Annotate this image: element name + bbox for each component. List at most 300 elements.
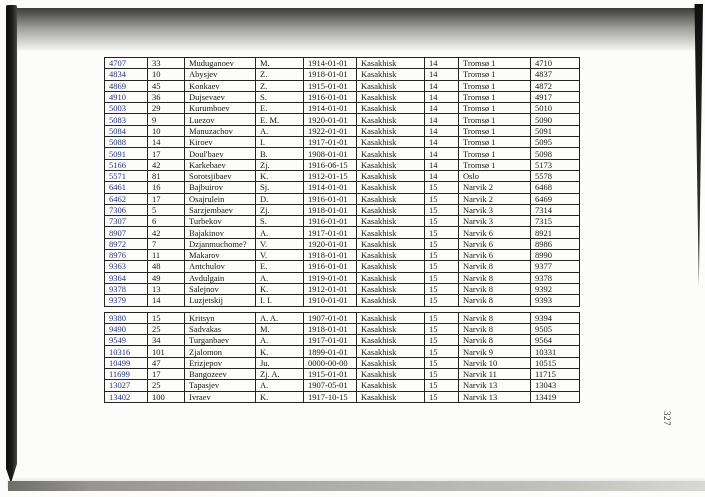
table-row: [105, 137, 580, 148]
cell-district: 15: [425, 182, 459, 193]
cell-surname: Abysjev: [185, 69, 256, 80]
cell-camp: Narvik 8: [459, 312, 531, 323]
cell-ref-id: 4710: [531, 58, 580, 69]
cell-initials: Z.: [256, 80, 304, 91]
cell-camp-number: 48: [148, 261, 185, 272]
cell-prisoner-id[interactable]: 9378: [105, 283, 148, 294]
cell-surname: Turbekov: [185, 216, 256, 227]
cell-initials: A.: [256, 335, 304, 346]
table-block-upper: [104, 57, 580, 307]
cell-birth-date: 1918-01-01: [304, 323, 357, 334]
cell-ref-id: 5098: [531, 148, 580, 159]
cell-district: 15: [425, 380, 459, 391]
cell-place: Kasakhisk: [357, 216, 425, 227]
cell-surname: Karkebaev: [185, 159, 256, 170]
cell-surname: Sorotsjibaev: [185, 170, 256, 181]
cell-initials: M.: [256, 58, 304, 69]
page-bottom-shadow: [8, 481, 705, 491]
cell-birth-date: 1914-01-01: [304, 182, 357, 193]
cell-district: 15: [425, 204, 459, 215]
cell-prisoner-id[interactable]: 9549: [105, 335, 148, 346]
table-row: [105, 357, 580, 368]
cell-ref-id: 5010: [531, 103, 580, 114]
table-row: [105, 391, 580, 402]
table-row: [105, 335, 580, 346]
cell-prisoner-id[interactable]: 5088: [105, 137, 148, 148]
cell-camp: Narvik 8: [459, 272, 531, 283]
cell-place: Kasakhisk: [357, 323, 425, 334]
cell-place: Kasakhisk: [357, 103, 425, 114]
cell-birth-date: 1918-01-01: [304, 204, 357, 215]
cell-initials: A.: [256, 227, 304, 238]
cell-initials: I.: [256, 137, 304, 148]
table-row: [105, 193, 580, 204]
table-row: [105, 283, 580, 294]
cell-ref-id: 9564: [531, 335, 580, 346]
cell-place: Kasakhisk: [357, 346, 425, 357]
table-row: [105, 227, 580, 238]
cell-place: Kasakhisk: [357, 182, 425, 193]
cell-camp: Tromsø 1: [459, 91, 531, 102]
cell-ref-id: 5095: [531, 137, 580, 148]
table-row: [105, 323, 580, 334]
cell-prisoner-id[interactable]: 11699: [105, 369, 148, 380]
cell-initials: I. I.: [256, 295, 304, 306]
cell-surname: Doul'baev: [185, 148, 256, 159]
cell-camp-number: 47: [148, 357, 185, 368]
cell-surname: Avdulgain: [185, 272, 256, 283]
cell-camp: Tromsø 1: [459, 114, 531, 125]
cell-camp: Narvik 13: [459, 391, 531, 402]
cell-ref-id: 5091: [531, 125, 580, 136]
cell-ref-id: 5173: [531, 159, 580, 170]
page-number: 327: [662, 411, 672, 426]
cell-camp: Tromsø 1: [459, 159, 531, 170]
cell-ref-id: 9393: [531, 295, 580, 306]
cell-birth-date: 1919-01-01: [304, 272, 357, 283]
cell-ref-id: 8986: [531, 238, 580, 249]
cell-place: Kasakhisk: [357, 193, 425, 204]
cell-ref-id: 6469: [531, 193, 580, 204]
cell-prisoner-id[interactable]: 4707: [105, 58, 148, 69]
cell-district: 15: [425, 272, 459, 283]
cell-place: Kasakhisk: [357, 295, 425, 306]
cell-initials: S.: [256, 216, 304, 227]
cell-ref-id: 13419: [531, 391, 580, 402]
cell-camp: Tromsø 1: [459, 103, 531, 114]
cell-camp-number: 42: [148, 227, 185, 238]
cell-camp-number: 11: [148, 250, 185, 261]
cell-prisoner-id[interactable]: 4834: [105, 69, 148, 80]
cell-ref-id: 10331: [531, 346, 580, 357]
cell-camp-number: 101: [148, 346, 185, 357]
cell-district: 14: [425, 103, 459, 114]
cell-camp: Tromsø 1: [459, 69, 531, 80]
cell-birth-date: 1916-01-01: [304, 261, 357, 272]
cell-prisoner-id[interactable]: 6462: [105, 193, 148, 204]
cell-place: Kasakhisk: [357, 357, 425, 368]
cell-birth-date: 1914-01-01: [304, 58, 357, 69]
cell-place: Kasakhisk: [357, 227, 425, 238]
cell-place: Kasakhisk: [357, 114, 425, 125]
table-row: [105, 170, 580, 181]
table-row: [105, 312, 580, 323]
page-top-shadow: [15, 8, 702, 52]
cell-birth-date: 1917-10-15: [304, 391, 357, 402]
cell-district: 15: [425, 391, 459, 402]
cell-ref-id: 4917: [531, 91, 580, 102]
cell-district: 14: [425, 80, 459, 91]
cell-place: Kasakhisk: [357, 369, 425, 380]
cell-district: 15: [425, 312, 459, 323]
cell-birth-date: 1916-01-01: [304, 193, 357, 204]
cell-camp-number: 36: [148, 91, 185, 102]
cell-district: 15: [425, 250, 459, 261]
cell-surname: Kritsyn: [185, 312, 256, 323]
cell-camp-number: 9: [148, 114, 185, 125]
cell-birth-date: 1912-01-01: [304, 283, 357, 294]
cell-district: 14: [425, 148, 459, 159]
cell-surname: Tapasjev: [185, 380, 256, 391]
cell-birth-date: 1910-01-01: [304, 295, 357, 306]
cell-camp: Narvik 6: [459, 227, 531, 238]
cell-place: Kasakhisk: [357, 261, 425, 272]
table-row: [105, 295, 580, 306]
cell-surname: Sarzjembaev: [185, 204, 256, 215]
table-row: [105, 216, 580, 227]
cell-camp-number: 16: [148, 182, 185, 193]
prisoner-table: [104, 57, 579, 403]
cell-ref-id: 9377: [531, 261, 580, 272]
cell-birth-date: 1907-05-01: [304, 380, 357, 391]
cell-initials: V.: [256, 250, 304, 261]
cell-place: Kasakhisk: [357, 170, 425, 181]
table-row: [105, 204, 580, 215]
cell-camp-number: 13: [148, 283, 185, 294]
cell-place: Kasakhisk: [357, 69, 425, 80]
cell-prisoner-id[interactable]: 7307: [105, 216, 148, 227]
cell-camp: Tromsø 1: [459, 125, 531, 136]
cell-initials: Zj.: [256, 159, 304, 170]
cell-ref-id: 9392: [531, 283, 580, 294]
cell-place: Kasakhisk: [357, 159, 425, 170]
cell-prisoner-id[interactable]: 9364: [105, 272, 148, 283]
cell-district: 15: [425, 193, 459, 204]
cell-place: Kasakhisk: [357, 91, 425, 102]
cell-place: Kasakhisk: [357, 391, 425, 402]
table-row: [105, 91, 580, 102]
cell-surname: Bajakinov: [185, 227, 256, 238]
cell-camp-number: 33: [148, 58, 185, 69]
cell-place: Kasakhisk: [357, 125, 425, 136]
cell-camp: Narvik 2: [459, 182, 531, 193]
cell-initials: Zj. A.: [256, 369, 304, 380]
cell-birth-date: 1918-01-01: [304, 250, 357, 261]
cell-surname: Kiroev: [185, 137, 256, 148]
cell-place: Kasakhisk: [357, 250, 425, 261]
table-row: [105, 272, 580, 283]
cell-camp-number: 14: [148, 295, 185, 306]
cell-ref-id: 4837: [531, 69, 580, 80]
cell-camp-number: 17: [148, 148, 185, 159]
cell-camp-number: 10: [148, 69, 185, 80]
cell-initials: E. M.: [256, 114, 304, 125]
cell-place: Kasakhisk: [357, 80, 425, 91]
cell-place: Kasakhisk: [357, 148, 425, 159]
cell-camp: Narvik 2: [459, 193, 531, 204]
cell-place: Kasakhisk: [357, 58, 425, 69]
cell-camp: Tromsø 1: [459, 80, 531, 91]
cell-ref-id: 13043: [531, 380, 580, 391]
cell-ref-id: 9394: [531, 312, 580, 323]
cell-camp: Narvik 8: [459, 261, 531, 272]
cell-ref-id: 9505: [531, 323, 580, 334]
cell-surname: Bajbuirov: [185, 182, 256, 193]
cell-camp: Narvik 13: [459, 380, 531, 391]
cell-birth-date: 1920-01-01: [304, 114, 357, 125]
cell-initials: K.: [256, 391, 304, 402]
cell-birth-date: 1917-01-01: [304, 227, 357, 238]
table-row: [105, 261, 580, 272]
cell-camp-number: 25: [148, 323, 185, 334]
cell-surname: Erizjepov: [185, 357, 256, 368]
table-row: [105, 250, 580, 261]
cell-surname: Dzjanmuchome?: [185, 238, 256, 249]
table-row: [105, 114, 580, 125]
cell-camp-number: 49: [148, 272, 185, 283]
cell-district: 15: [425, 216, 459, 227]
cell-prisoner-id[interactable]: 5003: [105, 103, 148, 114]
cell-district: 14: [425, 170, 459, 181]
cell-surname: Kurumboev: [185, 103, 256, 114]
cell-camp-number: 5: [148, 204, 185, 215]
cell-prisoner-id[interactable]: 13027: [105, 380, 148, 391]
cell-birth-date: 1916-01-01: [304, 91, 357, 102]
cell-birth-date: 1916-01-01: [304, 216, 357, 227]
cell-surname: Zjalomon: [185, 346, 256, 357]
cell-ref-id: 7314: [531, 204, 580, 215]
cell-prisoner-id[interactable]: 10316: [105, 346, 148, 357]
cell-camp: Narvik 3: [459, 204, 531, 215]
cell-camp-number: 17: [148, 369, 185, 380]
cell-initials: Z.: [256, 69, 304, 80]
cell-prisoner-id[interactable]: 8972: [105, 238, 148, 249]
cell-surname: Luezov: [185, 114, 256, 125]
cell-camp-number: 34: [148, 335, 185, 346]
table-row: [105, 159, 580, 170]
cell-initials: K.: [256, 346, 304, 357]
cell-district: 15: [425, 335, 459, 346]
book-spine-shadow: [6, 5, 17, 483]
table-row: [105, 103, 580, 114]
cell-initials: Ju.: [256, 357, 304, 368]
cell-camp-number: 100: [148, 391, 185, 402]
cell-initials: A.: [256, 272, 304, 283]
cell-camp: Narvik 9: [459, 346, 531, 357]
cell-camp: Tromsø 1: [459, 58, 531, 69]
cell-surname: Konkaev: [185, 80, 256, 91]
cell-prisoner-id[interactable]: 9363: [105, 261, 148, 272]
cell-camp: Oslo: [459, 170, 531, 181]
cell-prisoner-id[interactable]: 5083: [105, 114, 148, 125]
cell-prisoner-id[interactable]: 8907: [105, 227, 148, 238]
cell-place: Kasakhisk: [357, 204, 425, 215]
cell-initials: D.: [256, 193, 304, 204]
cell-surname: Turganbaev: [185, 335, 256, 346]
cell-camp: Narvik 6: [459, 250, 531, 261]
cell-prisoner-id[interactable]: 5091: [105, 148, 148, 159]
cell-place: Kasakhisk: [357, 272, 425, 283]
cell-camp: Narvik 10: [459, 357, 531, 368]
cell-initials: S.: [256, 91, 304, 102]
cell-initials: K.: [256, 170, 304, 181]
table-row: [105, 346, 580, 357]
cell-ref-id: 11715: [531, 369, 580, 380]
cell-birth-date: 1917-01-01: [304, 335, 357, 346]
cell-district: 14: [425, 125, 459, 136]
cell-initials: B.: [256, 148, 304, 159]
cell-surname: Salejnov: [185, 283, 256, 294]
cell-place: Kasakhisk: [357, 312, 425, 323]
cell-initials: K.: [256, 283, 304, 294]
cell-surname: Bangozeev: [185, 369, 256, 380]
cell-prisoner-id[interactable]: 9490: [105, 323, 148, 334]
cell-prisoner-id[interactable]: 9380: [105, 312, 148, 323]
cell-district: 15: [425, 227, 459, 238]
cell-birth-date: 1917-01-01: [304, 137, 357, 148]
cell-district: 14: [425, 58, 459, 69]
cell-prisoner-id[interactable]: 4869: [105, 80, 148, 91]
cell-surname: Makarov: [185, 250, 256, 261]
cell-camp: Narvik 11: [459, 369, 531, 380]
cell-initials: E.: [256, 261, 304, 272]
cell-initials: V.: [256, 238, 304, 249]
cell-district: 14: [425, 91, 459, 102]
cell-prisoner-id[interactable]: 5571: [105, 170, 148, 181]
cell-camp: Narvik 3: [459, 216, 531, 227]
cell-camp: Tromsø 1: [459, 148, 531, 159]
cell-birth-date: 1912-01-15: [304, 170, 357, 181]
cell-prisoner-id[interactable]: 4910: [105, 91, 148, 102]
cell-birth-date: 1914-01-01: [304, 103, 357, 114]
cell-surname: Luzjetskij: [185, 295, 256, 306]
table-row: [105, 380, 580, 391]
cell-prisoner-id[interactable]: 5084: [105, 125, 148, 136]
cell-initials: M.: [256, 323, 304, 334]
cell-ref-id: 9378: [531, 272, 580, 283]
cell-camp-number: 42: [148, 159, 185, 170]
cell-prisoner-id[interactable]: 9379: [105, 295, 148, 306]
cell-camp-number: 7: [148, 238, 185, 249]
cell-place: Kasakhisk: [357, 335, 425, 346]
cell-prisoner-id[interactable]: 7306: [105, 204, 148, 215]
cell-surname: Manuzachov: [185, 125, 256, 136]
cell-ref-id: 8990: [531, 250, 580, 261]
cell-surname: Sadvakas: [185, 323, 256, 334]
cell-district: 14: [425, 159, 459, 170]
cell-ref-id: 7315: [531, 216, 580, 227]
cell-initials: Zj.: [256, 204, 304, 215]
table-row: [105, 80, 580, 91]
cell-ref-id: 5090: [531, 114, 580, 125]
cell-ref-id: 8921: [531, 227, 580, 238]
cell-birth-date: 0000-00-00: [304, 357, 357, 368]
cell-camp: Narvik 8: [459, 295, 531, 306]
cell-prisoner-id[interactable]: 10499: [105, 357, 148, 368]
cell-birth-date: 1916-06-15: [304, 159, 357, 170]
cell-initials: A. A.: [256, 312, 304, 323]
cell-district: 15: [425, 283, 459, 294]
cell-prisoner-id[interactable]: 5166: [105, 159, 148, 170]
cell-birth-date: 1908-01-01: [304, 148, 357, 159]
cell-initials: A.: [256, 380, 304, 391]
cell-surname: Ivraev: [185, 391, 256, 402]
cell-district: 15: [425, 323, 459, 334]
cell-place: Kasakhisk: [357, 238, 425, 249]
table-row: [105, 125, 580, 136]
cell-camp-number: 45: [148, 80, 185, 91]
cell-birth-date: 1918-01-01: [304, 69, 357, 80]
cell-camp: Narvik 8: [459, 283, 531, 294]
table-row: [105, 148, 580, 159]
cell-district: 15: [425, 369, 459, 380]
cell-initials: E.: [256, 103, 304, 114]
cell-prisoner-id[interactable]: 6461: [105, 182, 148, 193]
cell-camp: Narvik 6: [459, 238, 531, 249]
cell-ref-id: 6468: [531, 182, 580, 193]
cell-prisoner-id[interactable]: 8976: [105, 250, 148, 261]
cell-surname: Antchulov: [185, 261, 256, 272]
cell-camp-number: 15: [148, 312, 185, 323]
cell-camp-number: 6: [148, 216, 185, 227]
cell-place: Kasakhisk: [357, 283, 425, 294]
cell-birth-date: 1907-01-01: [304, 312, 357, 323]
cell-prisoner-id[interactable]: 13402: [105, 391, 148, 402]
cell-birth-date: 1899-01-01: [304, 346, 357, 357]
table-row: [105, 182, 580, 193]
cell-birth-date: 1915-01-01: [304, 80, 357, 91]
cell-camp: Tromsø 1: [459, 137, 531, 148]
cell-birth-date: 1915-01-01: [304, 369, 357, 380]
cell-surname: Dujsevaev: [185, 91, 256, 102]
cell-surname: Muduganoev: [185, 58, 256, 69]
cell-district: 15: [425, 238, 459, 249]
cell-birth-date: 1920-01-01: [304, 238, 357, 249]
cell-district: 15: [425, 261, 459, 272]
cell-district: 14: [425, 114, 459, 125]
table-row: [105, 238, 580, 249]
cell-camp-number: 29: [148, 103, 185, 114]
table-row: [105, 58, 580, 69]
cell-camp-number: 14: [148, 137, 185, 148]
cell-camp: Narvik 8: [459, 323, 531, 334]
cell-place: Kasakhisk: [357, 137, 425, 148]
cell-birth-date: 1922-01-01: [304, 125, 357, 136]
cell-place: Kasakhisk: [357, 380, 425, 391]
cell-ref-id: 4872: [531, 80, 580, 91]
cell-camp-number: 25: [148, 380, 185, 391]
cell-camp-number: 10: [148, 125, 185, 136]
cell-district: 15: [425, 346, 459, 357]
table-block-lower: [104, 312, 580, 403]
cell-ref-id: 10515: [531, 357, 580, 368]
cell-camp: Narvik 8: [459, 335, 531, 346]
cell-district: 15: [425, 295, 459, 306]
cell-district: 14: [425, 137, 459, 148]
cell-camp-number: 17: [148, 193, 185, 204]
cell-ref-id: 5578: [531, 170, 580, 181]
cell-initials: Sj.: [256, 182, 304, 193]
